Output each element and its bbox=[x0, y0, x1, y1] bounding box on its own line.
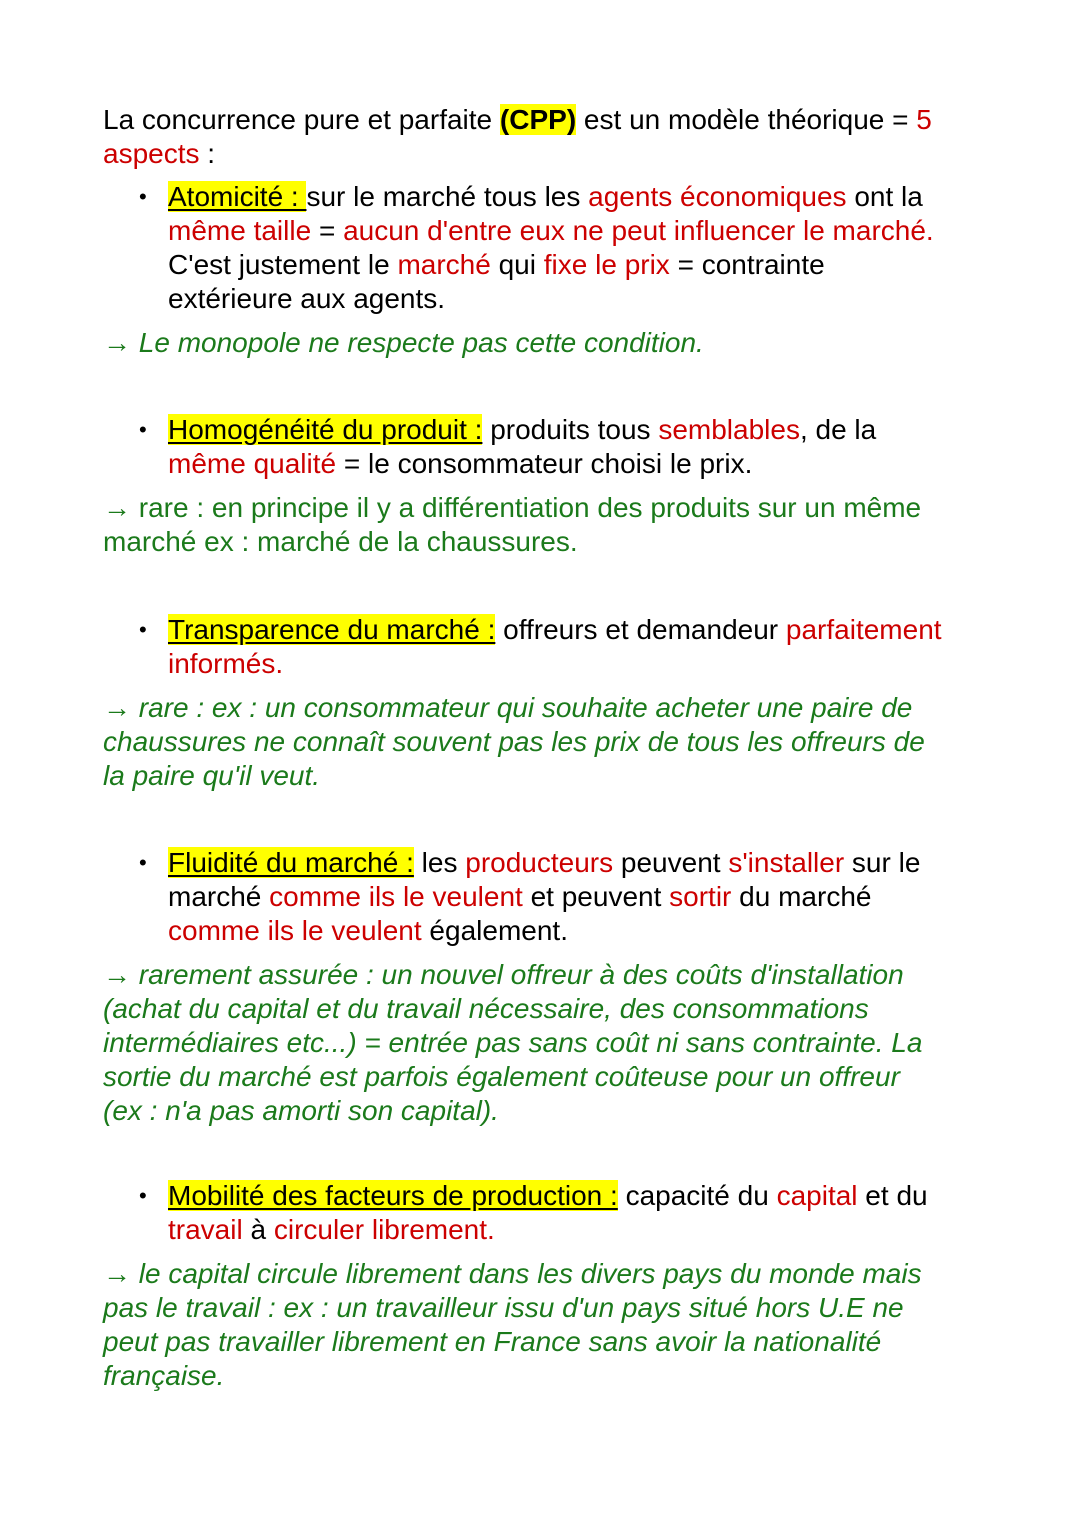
text-span: capacité du bbox=[617, 1180, 777, 1211]
text-span: producteurs bbox=[465, 847, 614, 878]
note-line: (ex : n'a pas amorti son capital). bbox=[103, 1095, 499, 1126]
text-span: et du bbox=[857, 1180, 928, 1211]
bullet-item-mobilite bbox=[103, 1179, 1003, 1247]
intro-line-2 bbox=[103, 137, 993, 171]
note-line: sortie du marché est parfois également coûteuse pour un offreur bbox=[103, 1061, 900, 1092]
text-line bbox=[168, 914, 1003, 948]
term-atomicite: Atomicité : bbox=[168, 181, 307, 212]
intro-text: est un modèle théorique = bbox=[576, 104, 917, 135]
text-span: même qualité bbox=[168, 448, 337, 479]
text-span: produits tous bbox=[482, 414, 659, 445]
text-line bbox=[168, 413, 1003, 447]
note-line: → rarement assurée : un nouvel offreur à des coûts d'installation bbox=[103, 959, 904, 990]
section-transparence bbox=[103, 613, 1003, 793]
text-span: fixe le prix bbox=[543, 249, 670, 280]
text-span: agents économiques bbox=[588, 181, 847, 212]
note-line: chaussures ne connaît souvent pas les prix de tous les offreurs de bbox=[103, 726, 925, 757]
note-text: → Le monopole ne respecte pas cette condition. bbox=[103, 327, 704, 358]
section-atomicite bbox=[103, 180, 1003, 360]
section-homogeneite bbox=[103, 413, 1003, 559]
text-span: du marché bbox=[731, 881, 872, 912]
text-span: extérieure aux agents. bbox=[168, 283, 446, 314]
text-span: offreurs et demandeur bbox=[495, 614, 786, 645]
text-line bbox=[168, 1179, 1003, 1213]
bullet-icon: • bbox=[139, 184, 147, 209]
text-span: sur le marché tous les bbox=[306, 181, 589, 212]
text-span: s'installer bbox=[728, 847, 845, 878]
note-homogeneite bbox=[103, 491, 1003, 559]
text-line bbox=[168, 248, 1003, 282]
text-span: aucun d'entre eux ne peut influencer le marché. bbox=[343, 215, 934, 246]
text-span: sur le bbox=[844, 847, 921, 878]
term-mobilite: Mobilité des facteurs de production : bbox=[168, 1180, 618, 1211]
text-span: parfaitement bbox=[785, 614, 942, 645]
aspects-word: aspects bbox=[103, 138, 200, 169]
section-mobilite bbox=[103, 1179, 1003, 1393]
term-fluidite: Fluidité du marché : bbox=[168, 847, 414, 878]
text-span: sortir bbox=[669, 881, 732, 912]
text-span: capital bbox=[776, 1180, 858, 1211]
text-line bbox=[168, 447, 1003, 481]
aspects-count: 5 bbox=[916, 104, 932, 135]
text-line bbox=[168, 180, 1003, 214]
section-fluidite bbox=[103, 846, 1003, 1128]
bullet-item-homogeneite bbox=[103, 413, 1003, 481]
bullet-icon: • bbox=[139, 617, 147, 642]
note-atomicite bbox=[103, 326, 1003, 360]
note-mobilite bbox=[103, 1257, 1003, 1393]
intro-text: La concurrence pure et parfaite bbox=[103, 104, 500, 135]
note-line: peut pas travailler librement en France sans avoir la nationalité bbox=[103, 1326, 882, 1357]
text-span: marché bbox=[397, 249, 491, 280]
text-line bbox=[168, 846, 1003, 880]
note-fluidite bbox=[103, 958, 1003, 1128]
text-span: ont la bbox=[846, 181, 923, 212]
text-span: marché bbox=[168, 881, 270, 912]
text-line bbox=[168, 647, 1003, 681]
text-span: et peuvent bbox=[522, 881, 670, 912]
text-span: à bbox=[242, 1214, 274, 1245]
bullet-icon: • bbox=[139, 417, 147, 442]
bullet-icon: • bbox=[139, 850, 147, 875]
text-line bbox=[168, 214, 1003, 248]
note-line: française. bbox=[103, 1360, 225, 1391]
text-line bbox=[168, 880, 1003, 914]
text-span: même taille bbox=[168, 215, 312, 246]
text-span: également. bbox=[421, 915, 568, 946]
text-span: comme ils le veulent bbox=[269, 881, 523, 912]
note-line: → le capital circule librement dans les divers pays du monde mais bbox=[103, 1258, 922, 1289]
note-line: (achat du capital et du travail nécessaire, des consommations bbox=[103, 993, 869, 1024]
note-line: pas le travail : ex : un travailleur issu d'un pays situé hors U.E ne bbox=[103, 1292, 904, 1323]
text-span: circuler librement. bbox=[273, 1214, 495, 1245]
text-span: les bbox=[413, 847, 466, 878]
bullet-item-fluidite bbox=[103, 846, 1003, 948]
text-span: travail bbox=[168, 1214, 243, 1245]
term-transparence: Transparence du marché : bbox=[168, 614, 496, 645]
text-span: , de la bbox=[799, 414, 877, 445]
note-line: marché ex : marché de la chaussures. bbox=[103, 526, 578, 557]
text-span: = le consommateur choisi le prix. bbox=[336, 448, 753, 479]
note-line: → rare : ex : un consommateur qui souhaite acheter une paire de bbox=[103, 692, 913, 723]
intro-line-1 bbox=[103, 103, 993, 137]
intro-text: : bbox=[199, 138, 216, 169]
note-line: intermédiaires etc...) = entrée pas sans coût ni sans contrainte. La bbox=[103, 1027, 923, 1058]
text-span: semblables bbox=[658, 414, 800, 445]
text-span: qui bbox=[490, 249, 544, 280]
text-span: C'est justement le bbox=[168, 249, 398, 280]
note-line: la paire qu'il veut. bbox=[103, 760, 321, 791]
text-span: = bbox=[311, 215, 344, 246]
text-span: peuvent bbox=[613, 847, 729, 878]
note-transparence bbox=[103, 691, 1003, 793]
text-span: comme ils le veulent bbox=[168, 915, 422, 946]
note-line: → rare : en principe il y a différentiation des produits sur un même bbox=[103, 492, 922, 523]
cpp-highlight: (CPP) bbox=[499, 104, 577, 135]
bullet-icon: • bbox=[139, 1183, 147, 1208]
text-span: informés. bbox=[168, 648, 284, 679]
intro-paragraph bbox=[103, 103, 993, 171]
text-line bbox=[168, 613, 1003, 647]
text-line bbox=[168, 282, 1003, 316]
text-span: = contrainte bbox=[669, 249, 825, 280]
bullet-item-atomicite bbox=[103, 180, 1003, 316]
term-homogeneite: Homogénéité du produit : bbox=[168, 414, 483, 445]
bullet-item-transparence bbox=[103, 613, 1003, 681]
text-line bbox=[168, 1213, 1003, 1247]
